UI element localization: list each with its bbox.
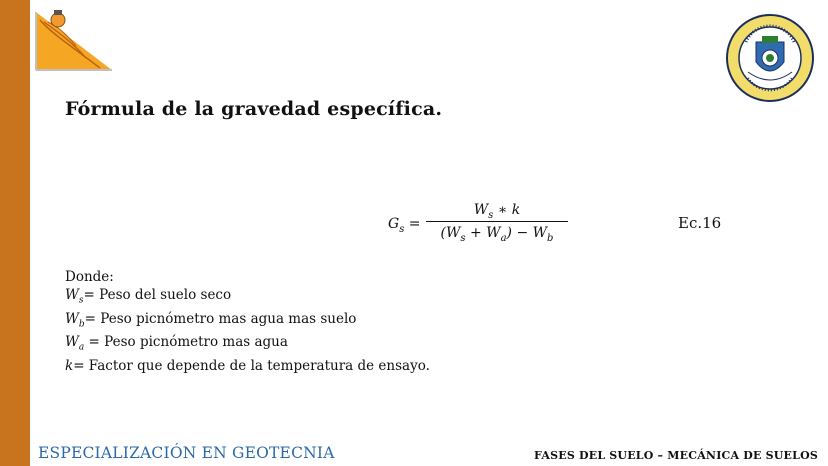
accent-bar — [0, 0, 30, 466]
definitions-heading: Donde: — [65, 269, 114, 285]
definition-item: $W_s=$ Peso del suelo seco — [65, 287, 232, 306]
university-seal — [726, 14, 814, 102]
footer-course: FASES DEL SUELO – MECÁNICA DE SUELOS — [534, 449, 818, 462]
slide-title: Fórmula de la gravedad específica. — [65, 98, 443, 120]
equation-denominator: $(W_s + W_a) - W_b$ — [440, 225, 554, 244]
fraction-bar — [426, 221, 568, 222]
variable-definitions — [65, 268, 430, 375]
equation-numerator: $W_s$ ∗ k — [473, 202, 521, 221]
equation-number: Ec.16 — [678, 214, 722, 232]
definition-item: $W_b=$ Peso picnómetro mas agua mas suelo — [65, 310, 357, 330]
footer-program: ESPECIALIZACIÓN EN GEOTECNIA — [38, 444, 335, 462]
definition-item: k= Factor que depende de la temperatura de ensayo. — [65, 358, 430, 375]
slope-stability-logo — [34, 8, 114, 72]
equation-lhs: $G_s$ = — [388, 216, 421, 235]
definition-item: $W_a$ = Peso picnómetro mas agua — [65, 334, 288, 354]
equation-fraction — [426, 200, 568, 243]
